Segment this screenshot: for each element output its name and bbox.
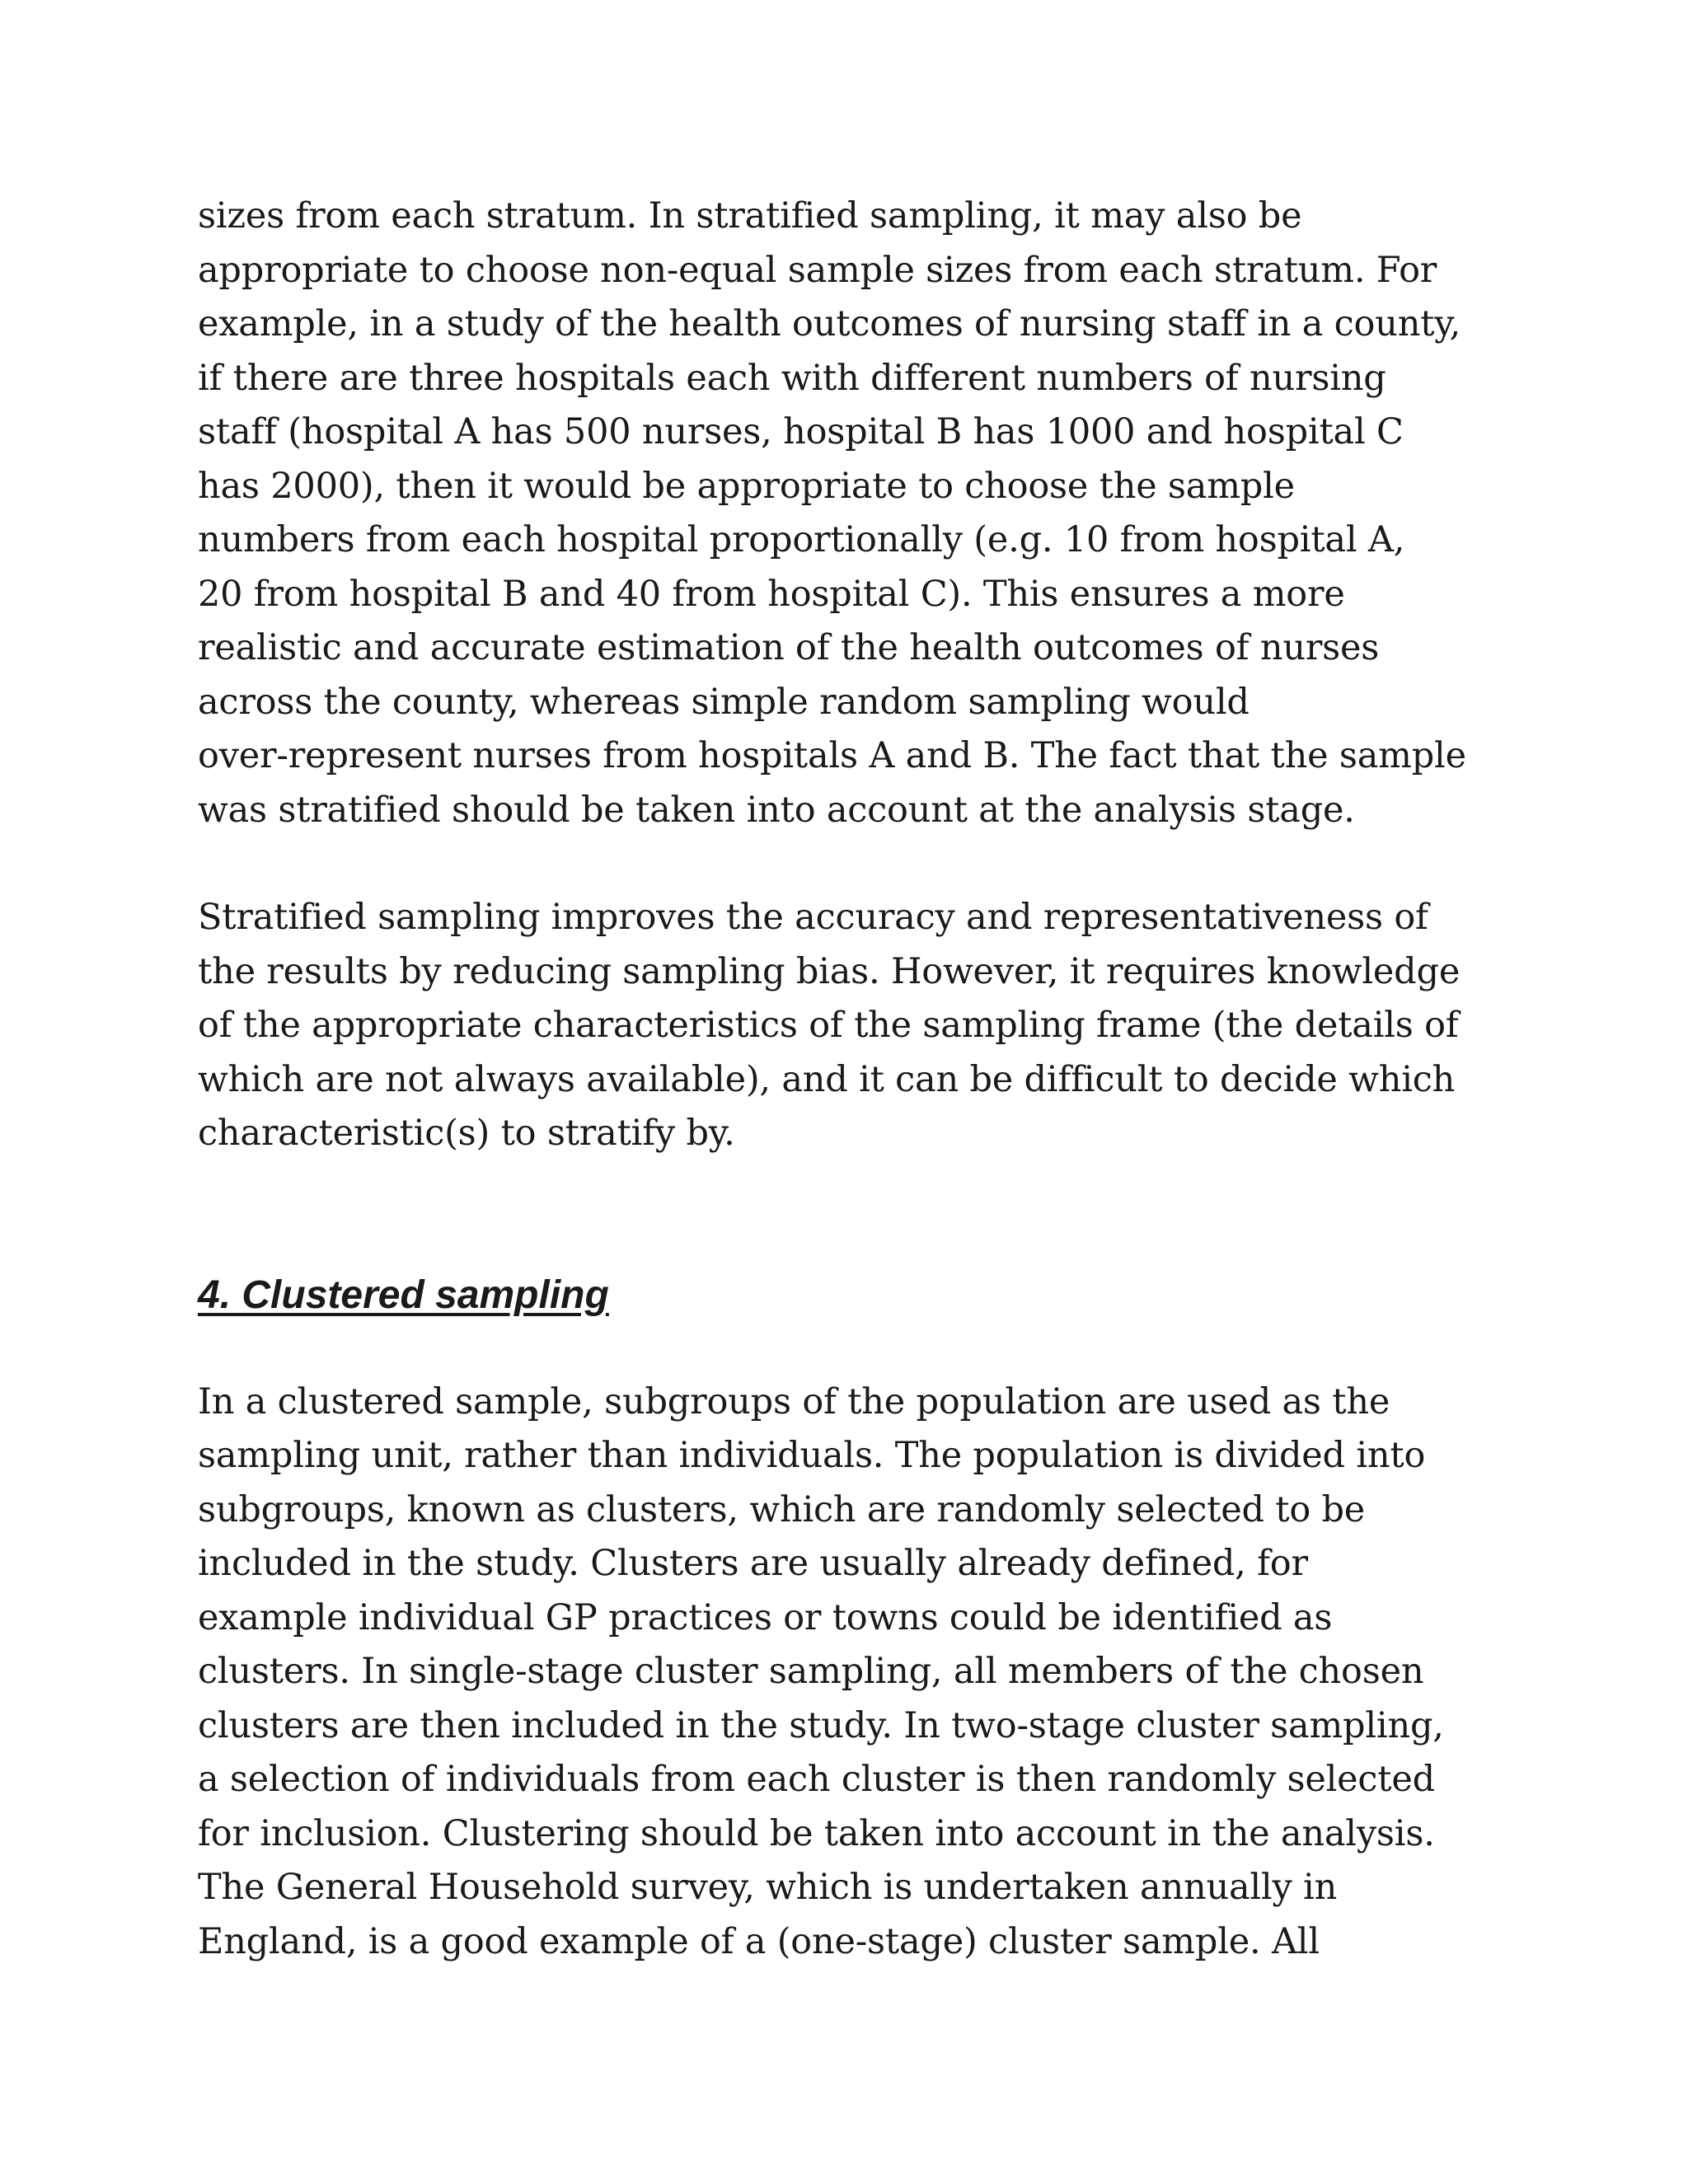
- text-line: The General Household survey, which is undertaken annually in: [198, 1867, 1338, 1908]
- text-line: sizes from each stratum. In stratified sampling, it may also be: [198, 195, 1302, 237]
- text-line: the results by reducing sampling bias. However, it requires knowledge: [198, 950, 1461, 992]
- text-line: over-represent nurses from hospitals A and B. The fact that the sample: [198, 735, 1466, 776]
- text-line: a selection of individuals from each cluster is then randomly selected: [198, 1759, 1435, 1800]
- paragraph-spacer: [198, 1322, 1500, 1376]
- text-line: of the appropriate characteristics of the sampling frame (the details of: [198, 1005, 1459, 1046]
- text-line: appropriate to choose non-equal sample sizes from each stratum. For: [198, 249, 1437, 291]
- text-line: across the county, whereas simple random sampling would: [198, 681, 1250, 723]
- text-line: realistic and accurate estimation of the health outcomes of nurses: [198, 627, 1380, 668]
- text-line: numbers from each hospital proportionally (e.g. 10 from hospital A,: [198, 519, 1405, 560]
- text-line: which are not always available), and it can be difficult to decide which: [198, 1058, 1456, 1100]
- text-line: clusters. In single-stage cluster sampling, all members of the chosen: [198, 1651, 1424, 1692]
- text-line: has 2000), then it would be appropriate to choose the sample: [198, 465, 1295, 507]
- text-line: Stratified sampling improves the accuracy and representativeness of: [198, 897, 1428, 938]
- text-line: sampling unit, rather than individuals. The population is divided into: [198, 1435, 1426, 1476]
- paragraph-spacer: [198, 837, 1500, 891]
- section-heading: 4. Clustered sampling: [198, 1272, 609, 1317]
- page-content: [198, 190, 1500, 1969]
- text-line: included in the study. Clusters are usually already defined, for: [198, 1543, 1308, 1584]
- text-line: staff (hospital A has 500 nurses, hospital B has 1000 and hospital C: [198, 411, 1404, 452]
- paragraph-stratified-advantages: [198, 891, 1500, 1161]
- text-line: example, in a study of the health outcomes of nursing staff in a county,: [198, 303, 1461, 344]
- text-line: subgroups, known as clusters, which are randomly selected to be: [198, 1488, 1366, 1530]
- text-line: 20 from hospital B and 40 from hospital C). This ensures a more: [198, 573, 1345, 615]
- text-line: if there are three hospitals each with different numbers of nursing: [198, 357, 1386, 399]
- text-line: clusters are then included in the study. In two-stage cluster sampling,: [198, 1704, 1444, 1746]
- paragraph-clustered-sampling: [198, 1376, 1500, 1970]
- text-line: England, is a good example of a (one-stage) cluster sample. All: [198, 1920, 1320, 1962]
- paragraph-stratified-sizes: [198, 190, 1500, 837]
- text-line: characteristic(s) to stratify by.: [198, 1113, 735, 1154]
- text-line: for inclusion. Clustering should be taken into account in the analysis.: [198, 1812, 1435, 1854]
- text-line: was stratified should be taken into account at the analysis stage.: [198, 789, 1355, 831]
- text-line: In a clustered sample, subgroups of the population are used as the: [198, 1380, 1390, 1422]
- section-spacer: [198, 1161, 1500, 1268]
- text-line: example individual GP practices or towns could be identified as: [198, 1596, 1333, 1638]
